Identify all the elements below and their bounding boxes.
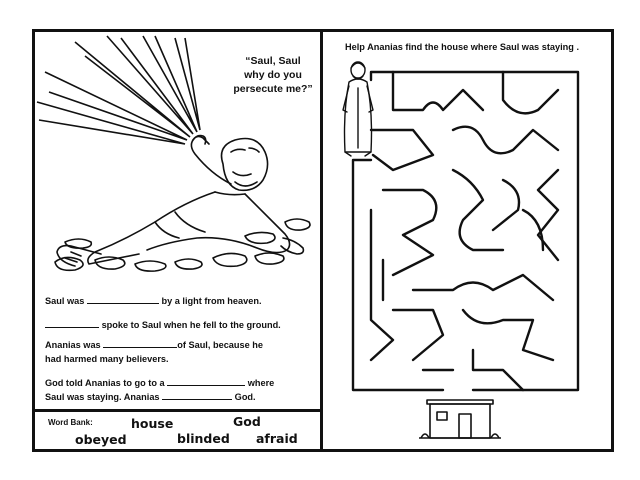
- activity-sheet: [32, 29, 614, 452]
- question-text: Saul was staying. Ananias: [45, 392, 160, 402]
- answer-blank[interactable]: [167, 376, 245, 386]
- word-bank-word: obeyed: [75, 432, 127, 447]
- question-3-line-2: [45, 352, 169, 366]
- saul-falling-illustration: [35, 112, 320, 272]
- quote-line: persecute me?”: [233, 83, 313, 95]
- answer-blank[interactable]: [162, 390, 232, 400]
- jesus-quote: [225, 54, 321, 96]
- story-panel: [35, 32, 320, 449]
- word-bank-word: house: [131, 416, 174, 431]
- answer-blank[interactable]: [87, 294, 159, 304]
- word-bank-word: God: [233, 414, 261, 429]
- question-text: spoke to Saul when he fell to the ground.: [101, 320, 281, 330]
- question-text: Ananias was: [45, 340, 101, 350]
- maze-instructions: Help Ananias find the house where Saul was staying .: [345, 42, 579, 52]
- quote-line: why do you: [244, 69, 302, 81]
- question-text: God told Ananias to go to a: [45, 378, 165, 388]
- question-text: had harmed many believers.: [45, 354, 169, 364]
- question-4: [45, 376, 274, 390]
- maze-panel: [323, 32, 611, 449]
- question-text: of Saul, because he: [177, 340, 264, 350]
- word-bank-word: blinded: [177, 431, 230, 446]
- question-text: God.: [234, 392, 256, 402]
- quote-line: “Saul, Saul: [245, 55, 301, 67]
- question-3: [45, 338, 263, 352]
- word-bank-word: afraid: [256, 431, 298, 446]
- question-4-line-2: [45, 390, 256, 404]
- question-text: by a light from heaven.: [161, 296, 262, 306]
- question-text: Saul was: [45, 296, 85, 306]
- question-2: [45, 318, 281, 332]
- maze[interactable]: [323, 60, 593, 395]
- house-illustration: [415, 394, 505, 444]
- question-text: where: [247, 378, 275, 388]
- answer-blank[interactable]: [45, 318, 99, 328]
- answer-blank[interactable]: [103, 338, 177, 348]
- word-bank: [35, 409, 320, 455]
- question-1: [45, 294, 262, 308]
- word-bank-title: Word Bank:: [48, 418, 93, 427]
